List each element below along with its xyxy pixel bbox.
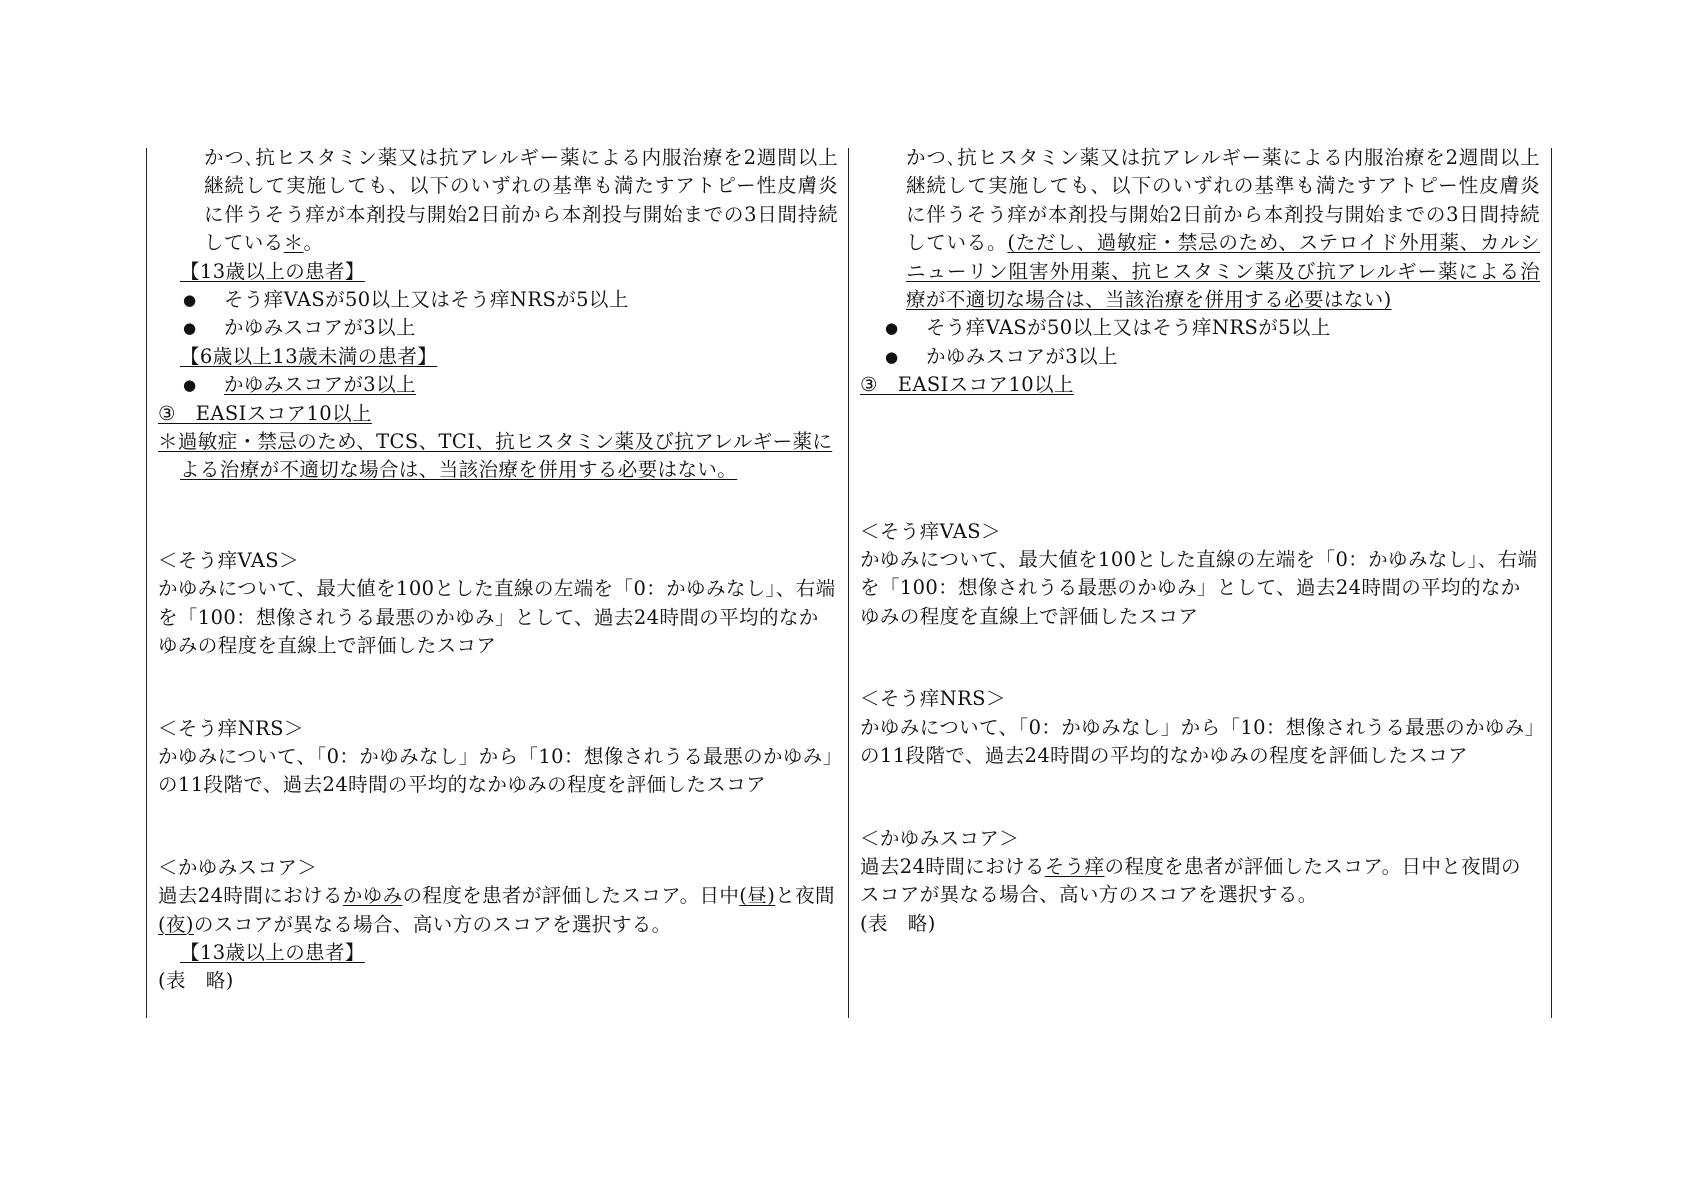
left-intro-end: 。	[303, 231, 324, 255]
table-center-divider	[848, 148, 849, 1018]
bullet-icon: ●	[885, 347, 899, 366]
right-score-underlined-itch: そう痒	[1044, 854, 1105, 878]
left-score-underlined-itch: かゆみ	[342, 884, 403, 908]
right-item-text: かゆみスコアが3以上	[926, 344, 1118, 368]
right-score-text-a: 過去24時間における	[860, 854, 1045, 878]
left-score-header-row	[158, 939, 838, 967]
right-table-note: (表 略)	[860, 911, 936, 935]
right-nrs-title: ＜そう痒NRS＞	[860, 687, 1006, 711]
left-score-underlined-day: (昼)	[739, 884, 776, 908]
table-right-border	[1551, 148, 1552, 1018]
right-intro-paragraph	[860, 144, 1540, 314]
spacer	[158, 661, 838, 715]
spacer	[860, 771, 1540, 825]
left-group1-header: 【13歳以上の患者】	[180, 259, 365, 283]
left-score-underlined-night: (夜)	[158, 912, 194, 936]
right-item	[860, 314, 1540, 342]
left-score-title: ＜かゆみスコア＞	[158, 855, 318, 879]
left-score-text-c: と夜間	[775, 884, 835, 908]
left-intro-paragraph	[158, 144, 838, 258]
right-intro-underlined: (ただし、過敏症・禁忌のため、ステロイド外用薬、カルシニューリン阻害外用薬、抗ヒスタミン薬及び抗アレルギー薬による治療が不適切な場合は、当該治療を併用する必要はない)	[906, 231, 1540, 312]
left-group1-item	[158, 314, 838, 342]
right-score-title: ＜かゆみスコア＞	[860, 826, 1020, 850]
left-group1-item-text: かゆみスコアが3以上	[224, 316, 416, 340]
left-intro-asterisk: ＊	[283, 231, 304, 255]
right-item	[860, 343, 1540, 371]
left-nrs-body: かゆみについて、「0：かゆみなし」から「10：想像されうる最悪のかゆみ」の11段階で、過去24時間の平均的なかゆみの程度を評価したスコア	[158, 744, 833, 797]
right-criterion3	[860, 371, 1540, 399]
bullet-icon: ●	[183, 376, 197, 395]
spacer	[860, 631, 1540, 685]
left-group1-item	[158, 286, 838, 314]
right-column	[860, 144, 1540, 938]
bullet-icon: ●	[183, 319, 197, 338]
left-score-text-b: の程度を患者が評価したスコア。日中	[402, 884, 740, 908]
right-nrs-body: かゆみについて、「0：かゆみなし」から「10：想像されうる最悪のかゆみ」の11段階で、過去24時間の平均的なかゆみの程度を評価したスコア	[860, 715, 1535, 768]
left-score-text-d: のスコアが異なる場合、高い方のスコアを選択する。	[193, 912, 672, 936]
left-footnote	[158, 428, 838, 485]
left-vas-title: ＜そう痒VAS＞	[158, 548, 299, 572]
spacer	[158, 485, 838, 547]
bullet-icon: ●	[183, 291, 197, 310]
left-column	[158, 144, 838, 996]
left-score-header: 【13歳以上の患者】	[180, 940, 365, 964]
left-group2-header: 【6歳以上13歳未満の患者】	[180, 344, 438, 368]
right-criterion3-text: ③ EASIスコア10以上	[860, 373, 1074, 397]
table-left-border	[146, 148, 147, 1018]
right-score-text-b: の程度を患者が評価したスコア。日中と夜間のスコアが異なる場合、高い方のスコアを選択する。	[860, 854, 1521, 907]
left-table-note: (表 略)	[158, 969, 234, 993]
left-score-body	[158, 882, 838, 939]
left-intro-text: かつ､抗ヒスタミン薬又は抗アレルギー薬による内服治療を2週間以上継続して実施しても、以下のいずれの基準も満たすアトピー性皮膚炎に伴うそう痒が本剤投与開始2日前から本剤投与開始までの3日間持続している	[204, 146, 838, 255]
left-criterion3	[158, 400, 838, 428]
left-group2-item-text: かゆみスコアが3以上	[224, 373, 416, 397]
right-item-text: そう痒VASが50以上又はそう痒NRSが5以上	[926, 316, 1331, 340]
spacer	[158, 800, 838, 854]
left-group2-header-row	[158, 343, 838, 371]
left-group1-header-row	[158, 258, 838, 286]
left-group2-item	[158, 371, 838, 399]
bullet-icon: ●	[885, 319, 899, 338]
right-score-body	[860, 853, 1540, 910]
right-vas-body: かゆみについて、最大値を100とした直線の左端を「0：かゆみなし」、右端を「100：想像されうる最悪のかゆみ」として、過去24時間の平均的なかゆみの程度を直線上で評価したスコア	[860, 548, 1538, 628]
left-score-text-a: 過去24時間における	[158, 884, 343, 908]
right-vas-title: ＜そう痒VAS＞	[860, 519, 1001, 543]
right-intro-text: かつ､抗ヒスタミン薬又は抗アレルギー薬による内服治療を2週間以上継続して実施しても、以下のいずれの基準も満たすアトピー性皮膚炎に伴うそう痒が本剤投与開始2日前から本剤投与開始までの3日間持続している。	[906, 146, 1540, 255]
left-group1-item-text: そう痒VASが50以上又はそう痒NRSが5以上	[224, 288, 629, 312]
left-vas-body: かゆみについて、最大値を100とした直線の左端を「0：かゆみなし」、右端を「100：想像されうる最悪のかゆみ」として、過去24時間の平均的なかゆみの程度を直線上で評価したスコア	[158, 577, 836, 658]
left-nrs-title: ＜そう痒NRS＞	[158, 716, 304, 740]
spacer	[860, 400, 1540, 518]
left-footnote-text: ＊過敏症・禁忌のため、TCS、TCI、抗ヒスタミン薬及び抗アレルギー薬による治療が不適切な場合は、当該治療を併用する必要はない。	[158, 430, 833, 482]
left-criterion3-text: ③ EASIスコア10以上	[158, 401, 372, 425]
